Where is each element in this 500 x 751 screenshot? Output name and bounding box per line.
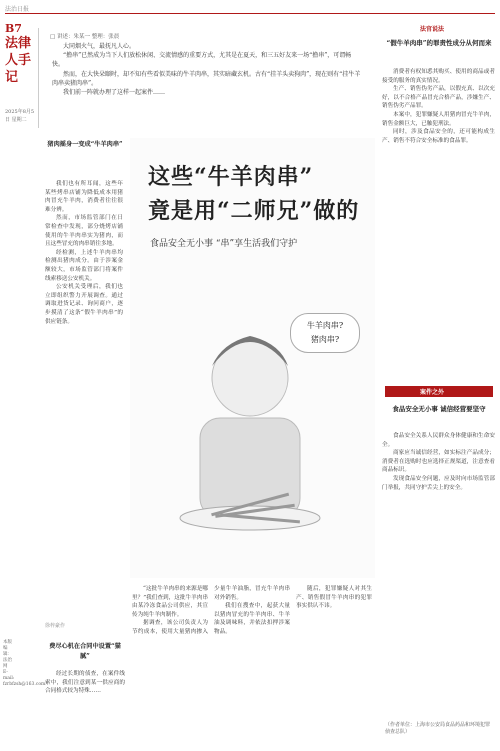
left-article-paragraph: 我们也有所耳闻，这些年某些烤串店铺为降低成本用猪肉冒充牛羊肉，消费者往往很难分辨。 <box>45 181 123 213</box>
bottom-left-body <box>45 670 125 745</box>
bubble-line-1: 牛羊肉串? <box>306 321 344 330</box>
left-article-title: 猪肉摇身一变成“牛羊肉串” <box>47 141 123 148</box>
feature-illustration <box>130 138 375 578</box>
tips-paragraph: 发现食品安全问题，应及时向市场监管部门举报，共同守护舌尖上的安全。 <box>382 475 495 491</box>
lower-middle-paragraph: 据调查，该公司负责人为节约成本，使用大量猪肉掺入少量牛羊油脂，冒充牛羊肉串对外销售。 <box>132 586 290 635</box>
bubble-line-2: 猪肉串? <box>310 335 340 344</box>
tips-body <box>382 432 495 717</box>
bottom-left-paragraph: 经过长期的侦查，在案件线索中，我们注意到某一供应商的合同格式较为特殊…… <box>45 671 125 695</box>
left-article-paragraph: 经检测，上述牛羊肉串均检测出猪肉成分。由于涉案金额较大，市场监管部门将案件线索移送公安机关。 <box>45 249 123 282</box>
right-col-paragraph: 本案中，犯罪嫌疑人用猪肉冒充牛羊肉，销售金额巨大，已触犯刑法。 <box>382 111 495 127</box>
right-col-paragraph: 同时，涉及食品安全的，还可能构成生产、销售不符合安全标准的食品罪。 <box>382 129 495 144</box>
bottom-left-title: 费尽心机在合同中设置“猫腻” <box>49 643 121 660</box>
headline-line-1: 这些“牛羊肉串” <box>148 164 314 190</box>
masthead-rule <box>5 13 495 14</box>
tips-paragraph: 食品安全关系人民群众身体健康和生命安全。 <box>382 433 495 448</box>
tips-paragraph: 商家应当诚信经营，如实标注产品成分；消费者在选购时也应选择正规渠道，注意查看商品标识。 <box>382 450 495 474</box>
lower-middle-paragraph: 随后，犯罪嫌疑人对其生产、销售假冒牛羊肉串的犯罪事实供认不讳。 <box>296 586 372 610</box>
intro-body <box>52 42 362 97</box>
lower-middle-text <box>132 585 372 745</box>
right-col-title: “假牛羊肉串”的罪责性成分从何而来 <box>386 39 492 47</box>
intro-paragraph: “撸串”已然成为当下人们放松休闲、交流情感的重要方式，尤其是在夏天，和三五好友来一场“撸串”，可谓畅快。 <box>52 52 352 69</box>
bottom-left-label: 徐梓豪作 <box>45 623 66 629</box>
headline-line-2: 竟是用“二师兄”做的 <box>148 198 360 224</box>
tips-title: 食品安全无小事 诚信经营要坚守 <box>392 405 486 413</box>
left-article-paragraph: 然而，市场监管部门在日常检查中发现，部分烧烤店铺使用的牛羊肉串实为猪肉，而且这些冒充的肉串销往多地。 <box>45 215 123 248</box>
page-number: B7 <box>5 22 22 35</box>
right-col-paragraph: 生产、销售伪劣产品，以假充真、以次充好，以不合格产品冒充合格产品，涉嫌生产、销售伪劣产品罪。 <box>382 86 495 110</box>
right-col-label: 法官说法 <box>420 26 445 33</box>
newspaper-name: 法治日报 <box>5 6 30 13</box>
intro-byline: □ 讲述：朱某一 整理：张晨 <box>50 34 120 40</box>
speech-bubble <box>290 313 360 353</box>
left-article-paragraph: 公安机关受理后，我们也立即组织警力开展调查。通过调取进货记录、询问商户，逐步摸清了这条“假牛羊肉串”的供应链条。 <box>45 284 123 325</box>
headline-subtitle: 食品安全无小事 “串”享生活我们守护 <box>150 239 298 249</box>
left-article-body <box>45 180 123 620</box>
bottom-right-note: （作者单位：上海市公安局食品药品和环境犯罪侦查总队） <box>385 722 491 735</box>
intro-paragraph: 然而，在大快朵颐时，却不知有些看似美味的牛羊肉串，其实暗藏玄机。古有“挂羊头卖狗肉”，现在则有“挂牛羊肉串卖猪肉串”。 <box>52 70 361 87</box>
right-col-body <box>382 68 495 378</box>
lower-middle-paragraph: “这批牛羊肉串的来源是哪里？”我们查到，这批牛羊肉串由某冷冻食品公司供应，其宣传为纯牛羊肉制作。 <box>132 586 208 618</box>
side-editor-note: 本版编辑：法治网 E-mail: fzrbfzsh@163.com <box>3 640 46 687</box>
right-col-paragraph: 消费者有权知悉其购买、使用的商品或者接受的服务的真实情况。 <box>382 69 495 84</box>
lower-middle-paragraph: 我们在搜查中，起获大量以猪肉冒充的牛羊肉串、牛羊油及调味料，并依法扣押涉案物品。 <box>214 603 290 635</box>
illustration-svg <box>130 248 375 578</box>
intro-paragraph: 我们前一阵就办理了这样一起案件…… <box>63 89 166 97</box>
tips-label: 案件之外 <box>420 389 445 396</box>
page-section-title: 法律人手记 <box>5 36 32 85</box>
date-line: 2025年8月5日 星期二 <box>5 109 35 123</box>
intro-paragraph: 大同烟火气，最抚凡人心。 <box>63 43 136 50</box>
